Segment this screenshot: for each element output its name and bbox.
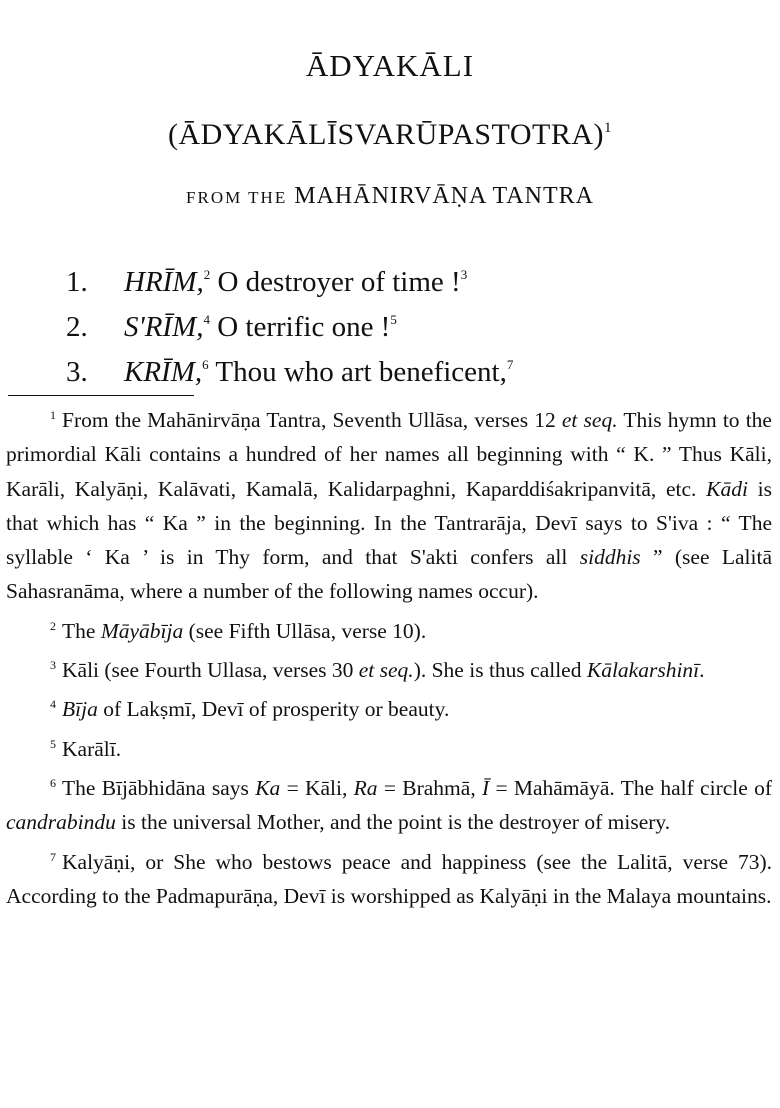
verse-text: O terrific one ! [209,311,391,343]
verse-mantra: S'RĪM, [124,311,204,343]
footnote-ref: 4 [203,312,210,327]
footnote-text: is the universal Mother, and the point is the destroyer of misery. [115,810,671,835]
source-name: MAHĀNIRVĀṆA TANTRA [294,183,594,209]
footnote-text: The Bījābhidāna says [62,775,256,800]
footnote-ref: 3 [460,267,468,282]
footnote-text: The [62,618,101,643]
verse-number: 1. [66,266,88,298]
footnote-italic: Bīja [62,697,98,722]
footnote-text: This hymn to the primordial Kāli contains a hundred of her names all beginning with “ K. ” Thus Kāli, Karāli, Kalyāṇi, Kalāvati, Kamalā, Kalidarpaghni, Kaparddiśakripanvitā, etc. [6,408,772,501]
verse-number: 3. [66,356,88,388]
footnote-mark: 1 [50,408,56,422]
footnote-ref: 5 [390,312,397,327]
footnote-5 [6,727,772,766]
footnote-rule [8,395,194,396]
verse-number: 2. [66,311,88,343]
footnote-mark: 4 [50,697,56,712]
footnote-text: Karālī. [62,736,122,761]
footnote-italic: siddhis [579,545,641,570]
verse-text: O destroyer of time ! [210,266,461,298]
footnote-mark: 7 [50,849,56,864]
footnote-italic: Kālakarshinī [586,658,700,683]
footnote-ref: 7 [506,357,514,372]
footnote-text: From the Mahānirvāṇa Tantra, Seventh Ullāsa, verses 12 [62,408,562,432]
verse-line [66,346,766,391]
footnote-text: = Brahmā, [377,775,482,800]
page-title: ĀDYAKĀLI [305,48,475,83]
footnote-ref: 1 [604,120,612,136]
verse-mantra: HRĪM, [124,266,204,298]
footnote-italic: Ī [481,775,490,800]
footnote-ref: 2 [203,267,211,282]
page-subtitle [0,118,780,152]
verse-mantra: KRĪM, [124,356,203,388]
footnote-6 [6,766,772,840]
footnote-3 [6,648,772,687]
verse-line [66,301,766,346]
footnote-text: = Mahāmāyā. The half circle of [489,775,772,800]
footnote-italic: Māyābīja [100,618,184,643]
footnote-text: Kāli (see Fourth Ullasa, verses 30 [62,658,359,683]
footnote-text: of Lakṣmī, Devī of prosperity or beauty. [97,697,450,722]
footnote-mark: 3 [50,658,56,673]
footnote-italic: candrabindu [6,810,116,835]
footnote-text: ). She is thus called [413,658,587,683]
footnote-text: = Kāli, [280,775,354,800]
footnote-2 [6,609,772,648]
subtitle-text: (ĀDYAKĀLĪSVARŪPASTOTRA) [167,118,604,151]
footnote-mark: 6 [50,775,56,790]
footnote-italic: et seq. [358,658,414,683]
footnotes [6,398,772,913]
footnote-italic: Ka [255,775,281,800]
footnote-text: ” (see Lalitā Sahasranāma, where a number of the following names occur). [6,545,772,604]
verse-line [66,256,766,301]
source-line [0,183,780,210]
footnote-italic: Ra [353,775,378,800]
footnote-text: (see Fifth Ullāsa, verse 10). [183,618,427,643]
footnote-mark: 2 [50,618,56,633]
verse-list [66,256,766,391]
footnote-text: is that which has “ Ka ” in the beginning. In the Tantrarāja, Devī says to S'iva : “ The syllable ‘ Ka ’ is in Thy form, and that S'akti confers all [6,476,772,570]
footnote-7 [6,840,772,914]
verse-text: Thou who art beneficent, [208,356,507,388]
footnote-italic: et seq. [561,408,618,432]
footnote-mark: 5 [50,736,56,751]
footnote-4 [6,687,772,726]
footnote-ref: 6 [202,357,209,372]
footnote-1 [6,398,772,609]
source-prefix: FROM THE [186,188,288,207]
footnote-italic: Kādi [706,476,748,501]
footnote-text: Kalyāṇi, or She who bestows peace and happiness (see the Lalitā, verse 73). According to the Padmapurāṇa, Devī is worshipped as Kalyāṇi in the Malaya mountains. [6,849,772,908]
footnote-text: . [699,658,705,683]
